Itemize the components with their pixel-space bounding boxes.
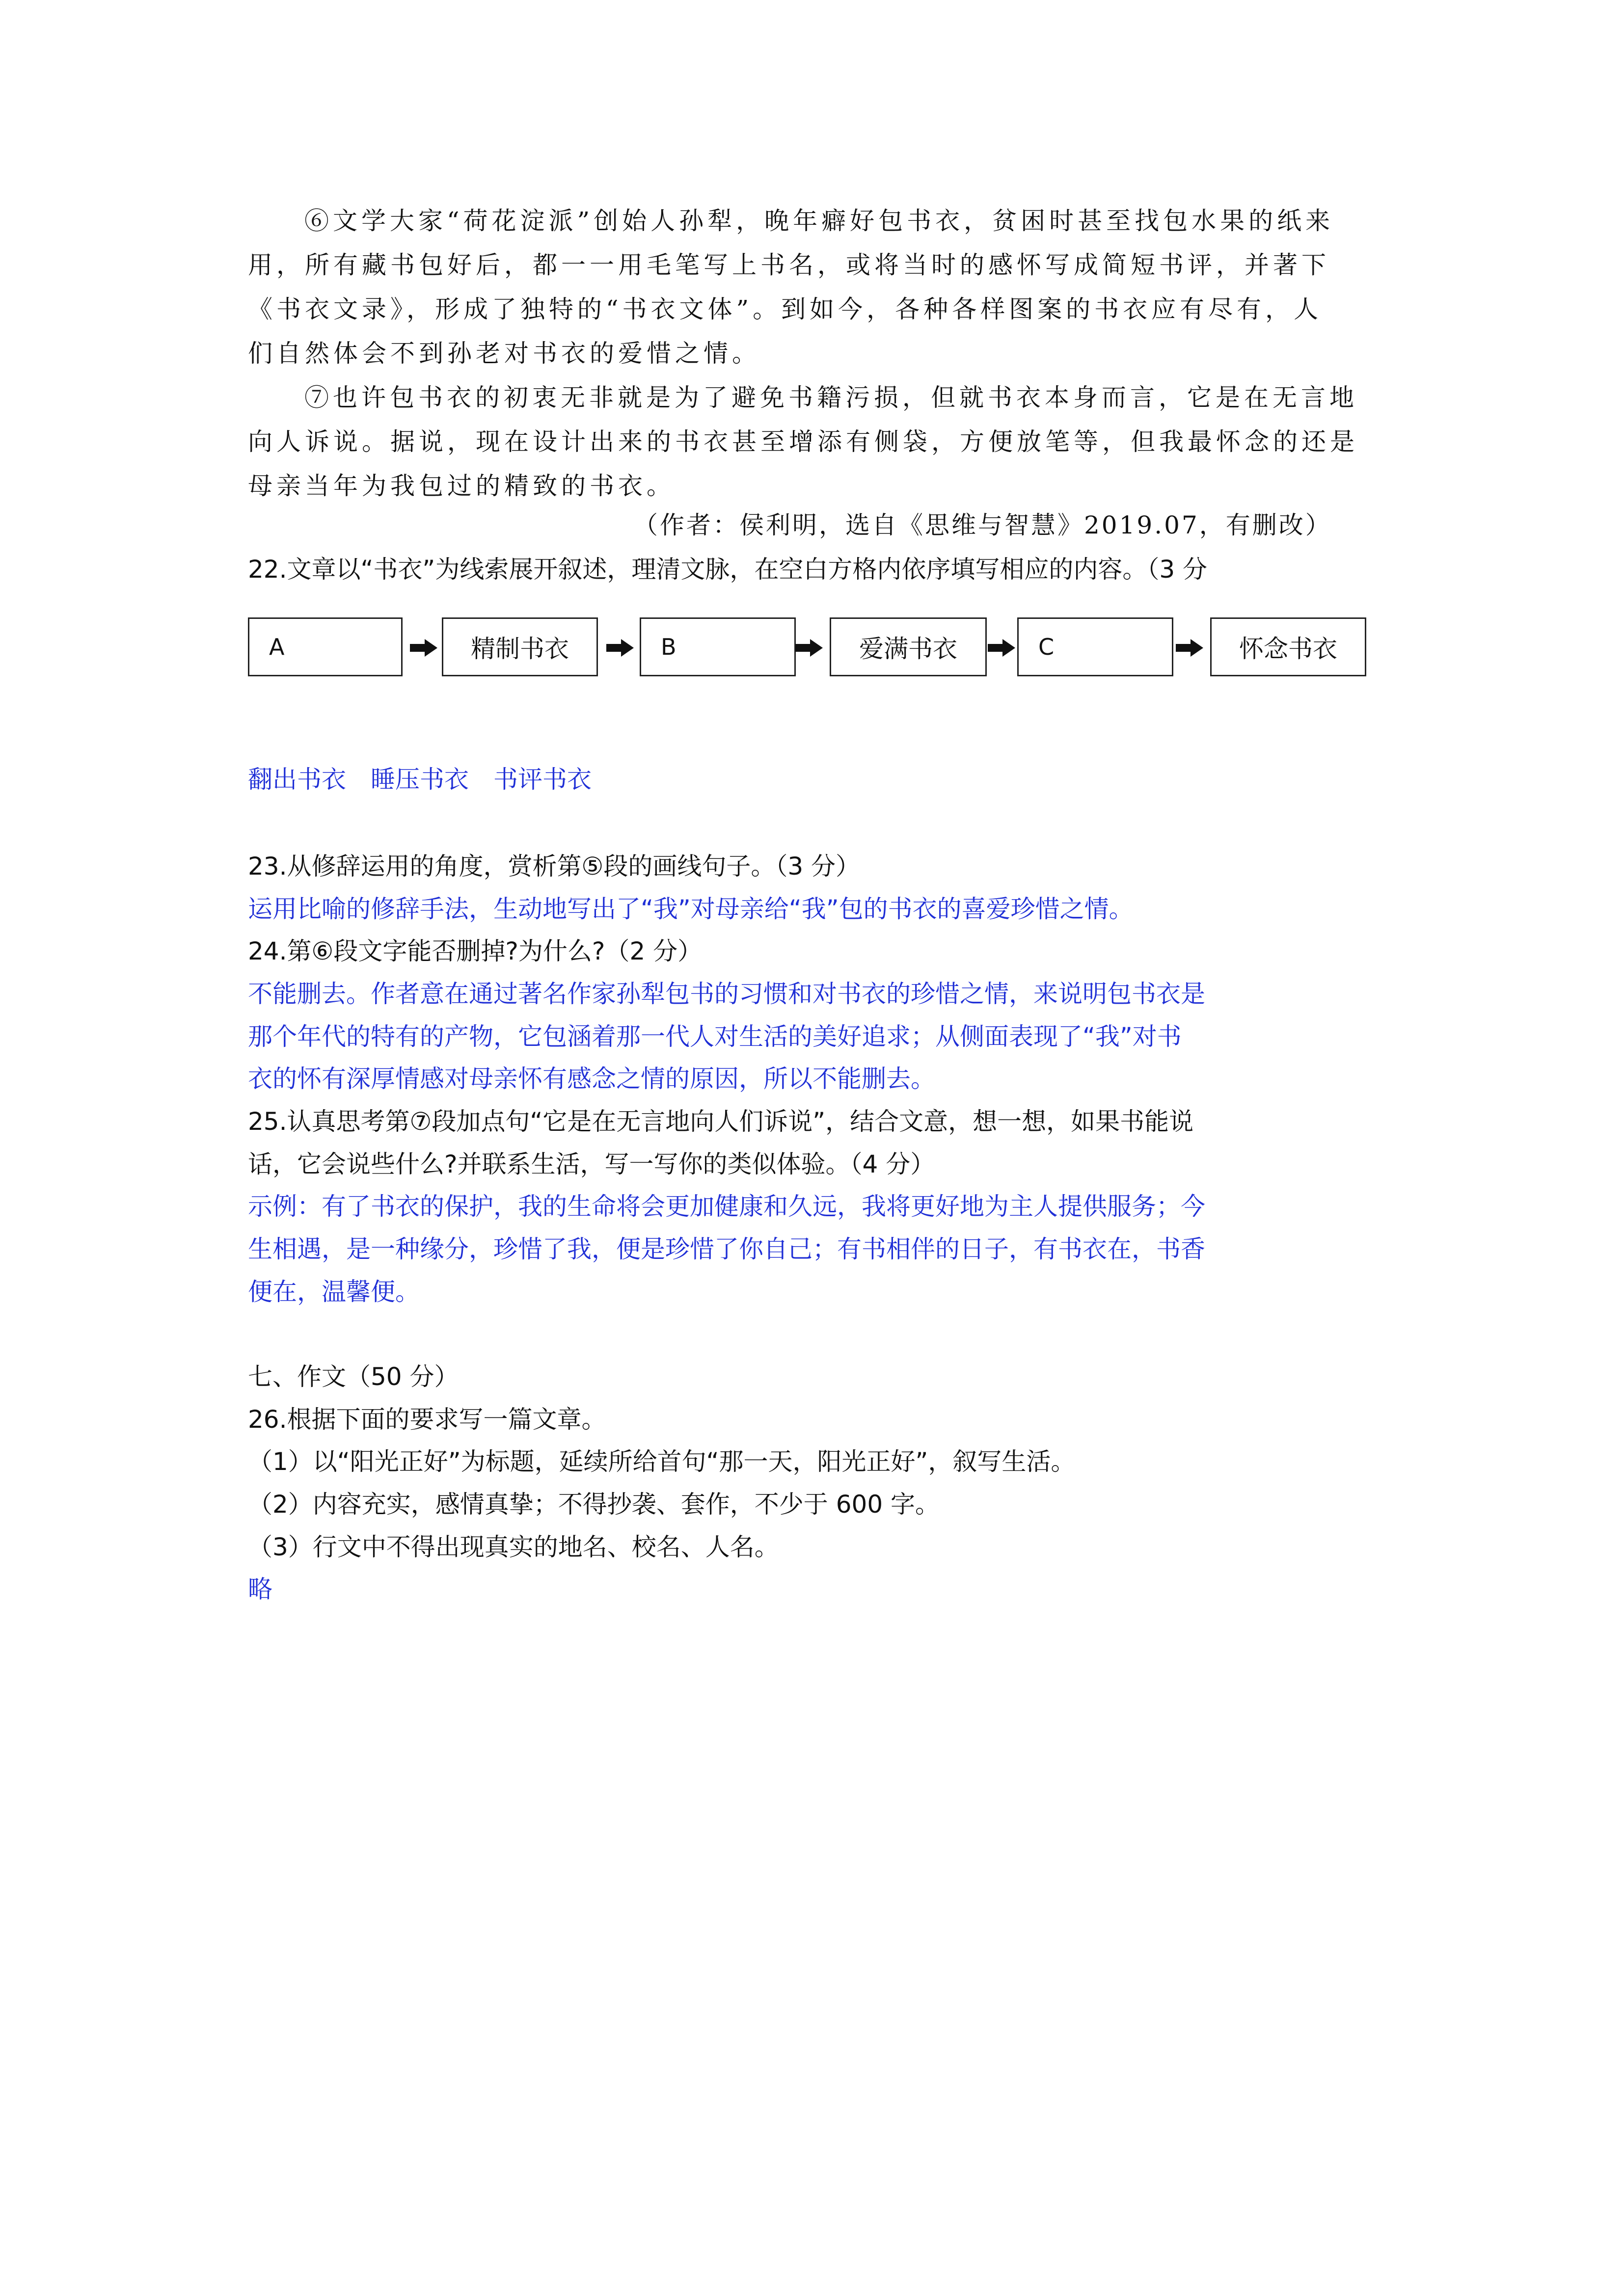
q22-answer: 翻出书衣 睡压书衣 书评书衣 (248, 765, 592, 794)
q23-answer: 运用比喻的修辞手法，生动地写出了“我”对母亲给“我”包的书衣的喜爱珍惜之情。 (248, 895, 1134, 923)
section7-heading: 七、作文（50 分） (248, 1362, 459, 1391)
q24-answer-line-2: 那个年代的特有的产物，它包涵着那一代人对生活的美好追求；从侧面表现了“我”对书 (248, 1022, 1182, 1051)
flow-arrow-icon (1175, 638, 1204, 658)
q24-answer-line-3: 衣的怀有深厚情感对母亲怀有感念之情的原因，所以不能删去。 (248, 1065, 935, 1093)
q26-requirement-3: （3）行文中不得出现真实的地名、校名、人名。 (248, 1533, 779, 1561)
q25-question-line-1: 25.认真思考第⑦段加点句“它是在无言地向人们诉说”，结合文意，想一想，如果书能说 (248, 1107, 1194, 1136)
flow-box-aiman: 爱满书衣 (830, 617, 987, 676)
q25-answer-line-1: 示例：有了书衣的保护，我的生命将会更加健康和久远，我将更好地为主人提供服务；今 (248, 1192, 1205, 1221)
q26-question: 26.根据下面的要求写一篇文章。 (248, 1405, 606, 1434)
passage-p6-line-3: 《书衣文录》，形成了独特的“书衣文体”。到如今，各种各样图案的书衣应有尽有，人 (248, 295, 1323, 323)
passage-source: （作者：侯利明，选自《思维与智慧》2019.07，有删改） (633, 511, 1332, 539)
q25-question-line-2: 话，它会说些什么?并联系生活，写一写你的类似体验。（4 分） (248, 1150, 935, 1178)
flow-box-huainian: 怀念书衣 (1210, 617, 1366, 676)
passage-p7-line-2: 向人诉说。据说，现在设计出来的书衣甚至增添有侧袋，方便放笔等，但我最怀念的还是 (248, 427, 1358, 456)
flow-box-c: C (1017, 617, 1173, 676)
passage-p7-line-1: ⑦也许包书衣的初衷无非就是为了避免书籍污损，但就书衣本身而言，它是在无言地 (304, 383, 1358, 412)
flow-box-b: B (640, 617, 796, 676)
q24-answer-line-1: 不能删去。作者意在通过著名作家孙犁包书的习惯和对书衣的珍惜之情，来说明包书衣是 (248, 980, 1205, 1008)
q26-requirement-2: （2）内容充实，感情真挚；不得抄袭、套作，不少于 600 字。 (248, 1490, 940, 1519)
passage-p7-line-3: 母亲当年为我包过的精致的书衣。 (248, 472, 675, 500)
q25-answer-line-3: 便在，温馨便。 (248, 1278, 420, 1306)
q25-answer-line-2: 生相遇，是一种缘分，珍惜了我，便是珍惜了你自己；有书相伴的日子，有书衣在，书香 (248, 1235, 1205, 1263)
flow-box-a: A (248, 617, 403, 676)
q26-requirement-1: （1）以“阳光正好”为标题，延续所给首句“那一天，阳光正好”，叙写生活。 (248, 1447, 1076, 1476)
flow-arrow-icon (409, 638, 438, 658)
passage-p6-line-2: 用，所有藏书包好后，都一一用毛笔写上书名，或将当时的感怀写成简短书评，并著下 (248, 251, 1330, 279)
flow-arrow-icon (605, 638, 635, 658)
q22-question: 22.文章以“书衣”为线索展开叙述，理清文脉，在空白方格内依序填写相应的内容。（3 分 (248, 555, 1208, 584)
q26-answer: 略 (248, 1575, 272, 1603)
passage-p6-line-1: ⑥文学大家“荷花淀派”创始人孙犁，晚年癖好包书衣，贫困时甚至找包水果的纸来 (304, 207, 1334, 235)
passage-p6-line-4: 们自然体会不到孙老对书衣的爱惜之情。 (248, 339, 760, 368)
q24-question: 24.第⑥段文字能否删掉?为什么?（2 分） (248, 937, 703, 965)
q23-question: 23.从修辞运用的角度，赏析第⑤段的画线句子。（3 分） (248, 852, 861, 881)
flow-box-jingzhi: 精制书衣 (442, 617, 598, 676)
flow-arrow-icon (987, 638, 1016, 658)
flow-arrow-icon (794, 638, 824, 658)
